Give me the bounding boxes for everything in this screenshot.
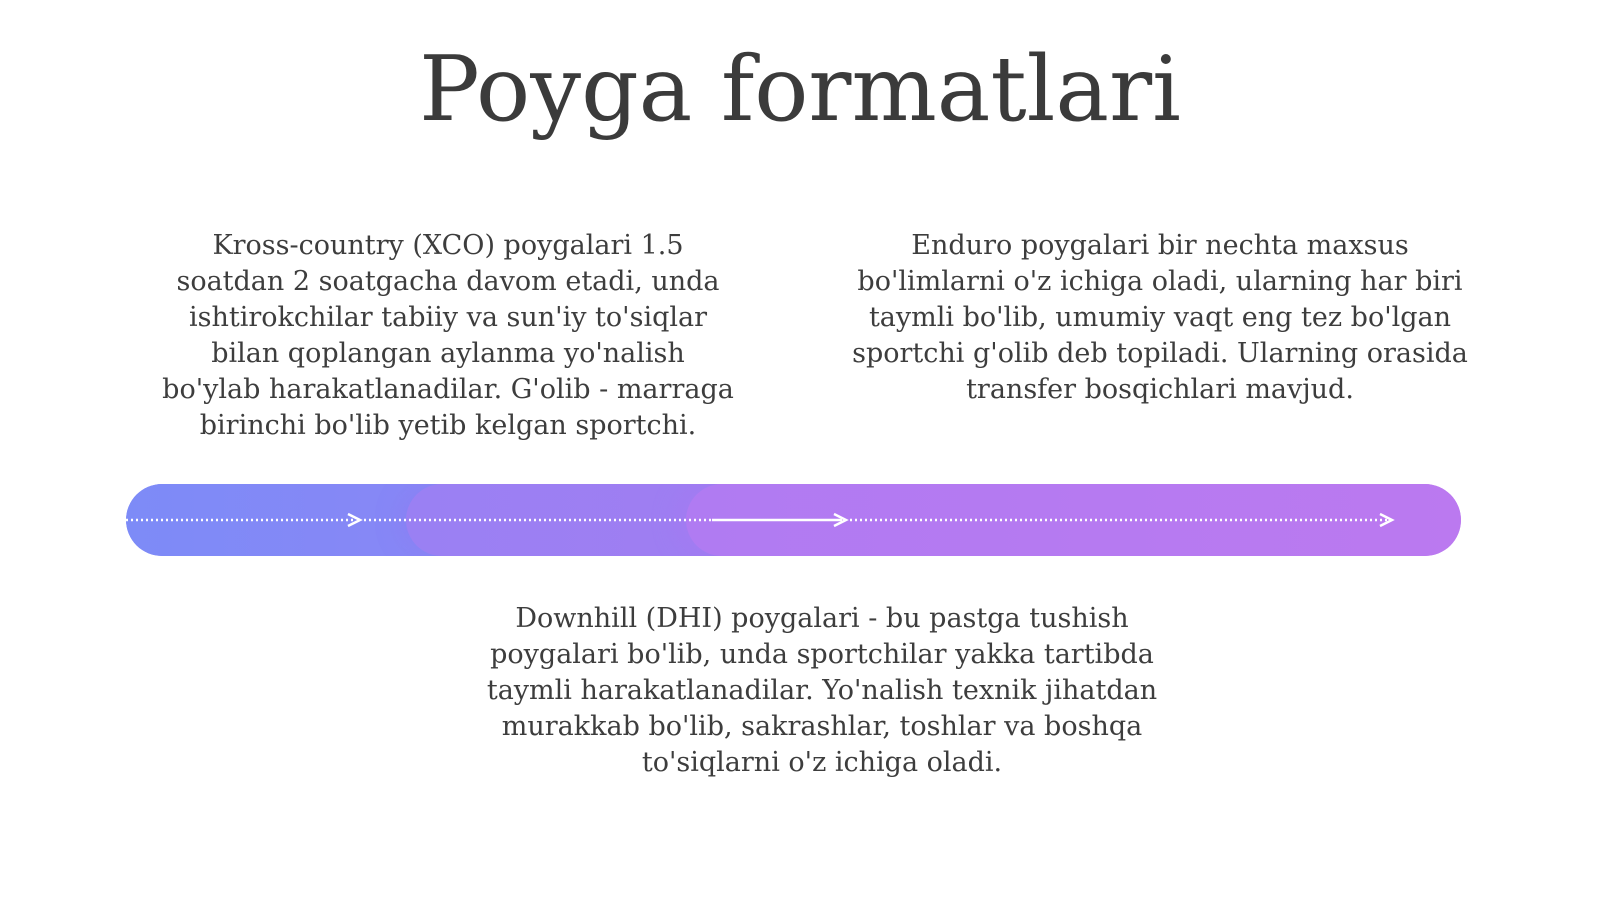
timeline-bar <box>126 484 1461 556</box>
dhi-description: Downhill (DHI) poygalari - bu pastga tushish poygalari bo'lib, unda sportchilar yakka tartibda taymli harakatlanadilar. Yo'nalish texnik jihatdan murakkab bo'lib, sakrashlar, toshlar va boshqa to'siqlarni o'z ichiga oladi. <box>486 603 1158 778</box>
slide-title: Poyga formatlari <box>419 37 1181 142</box>
xco-description: Kross-country (XCO) poygalari 1.5 soatdan 2 soatgacha davom etadi, unda ishtirokchilar tabiiy va sun'iy to'siqlar bilan qoplangan aylanma yo'nalish bo'ylab harakatlanadilar. G'olib - marraga birinchi bo'lib yetib kelgan sportchi. <box>162 230 734 441</box>
timeline-arrows <box>126 484 1461 556</box>
arrow-right-icon <box>348 514 360 526</box>
enduro-description: Enduro poygalari bir nechta maxsus bo'limlarni o'z ichiga oladi, ularning har biri taymli bo'lib, umumiy vaqt eng tez bo'lgan sportchi g'olib deb topiladi. Ularning orasida transfer bosqichlari mavjud. <box>852 230 1468 405</box>
